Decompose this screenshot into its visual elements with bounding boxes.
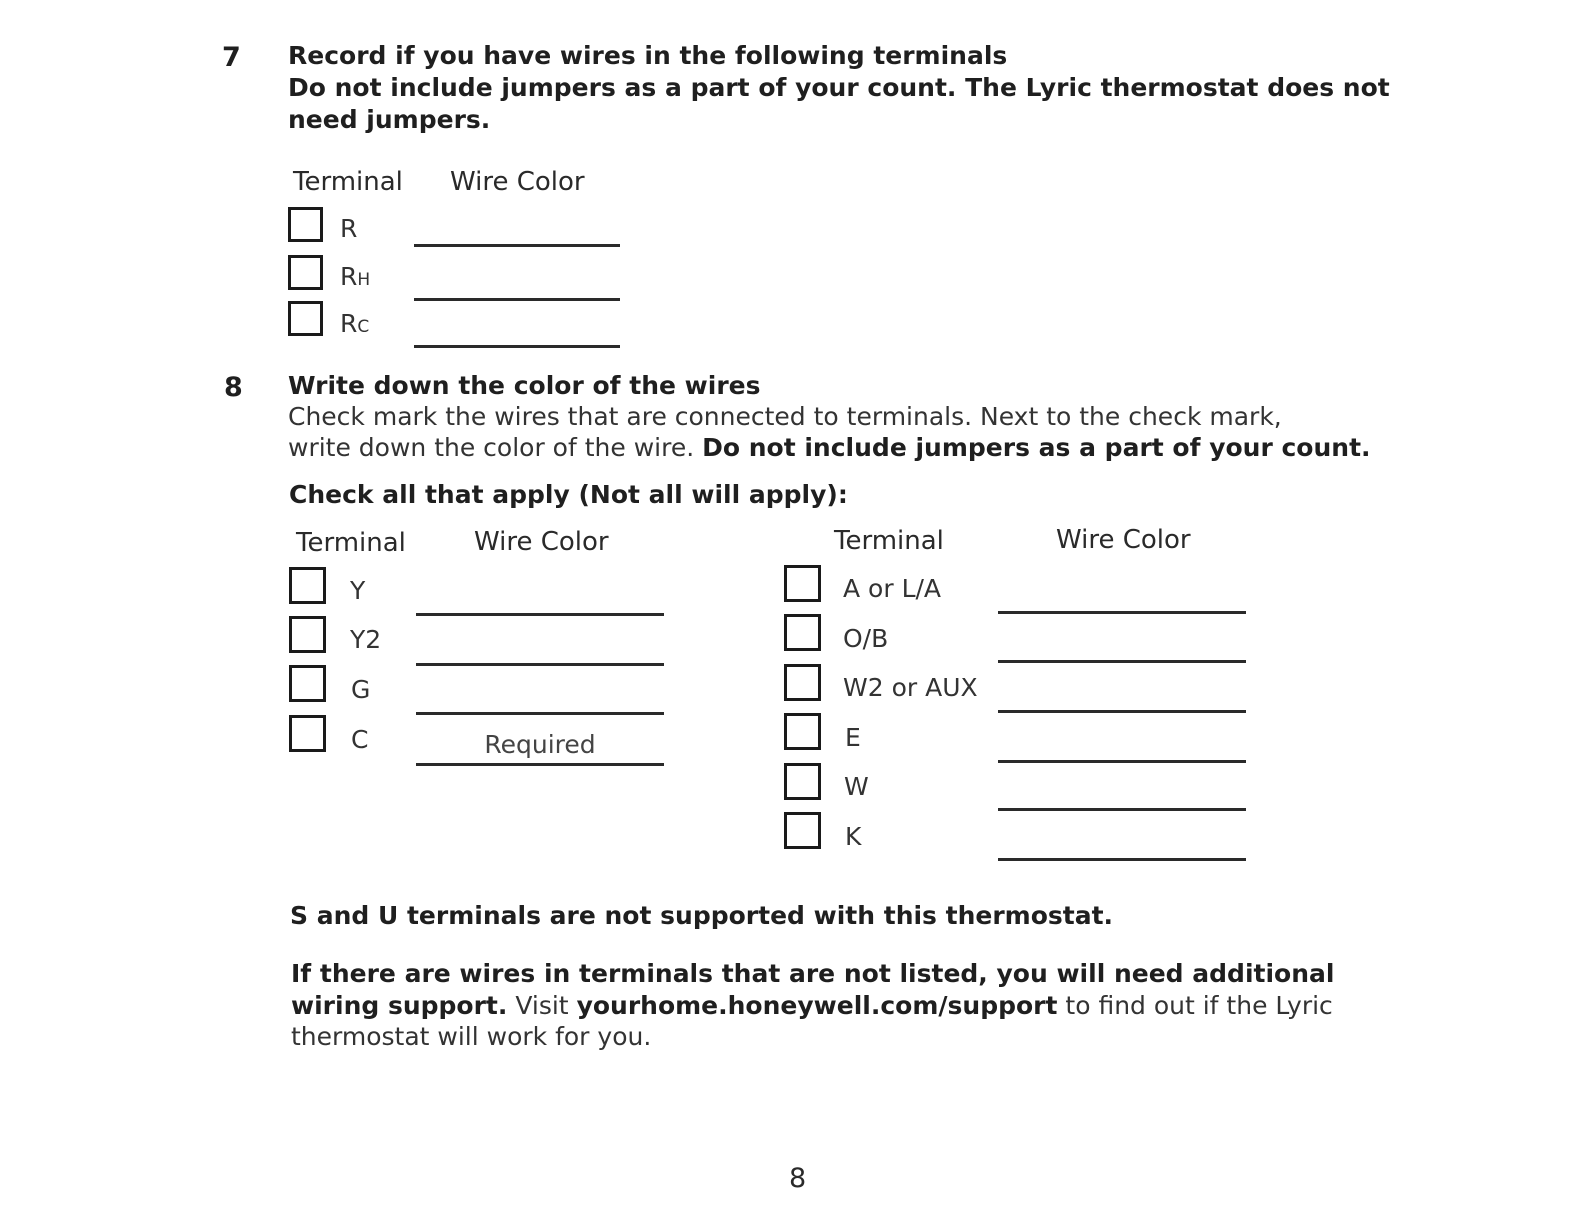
terminal-g-checkbox[interactable] [289, 665, 326, 702]
terminal-ob-wire-color-line[interactable] [998, 660, 1246, 663]
wires-note-line-2: wiring support. Visit yourhome.honeywell.com/support to find out if the Lyric [291, 991, 1333, 1020]
terminal-rh-label: RH [340, 262, 371, 291]
right-col-terminal: Terminal [834, 526, 944, 556]
terminal-a-or-la-checkbox[interactable] [784, 565, 821, 602]
terminal-ob-checkbox[interactable] [784, 614, 821, 651]
check-all-note: Check all that apply (Not all will apply): [289, 480, 848, 509]
terminal-rc-label: RC [340, 309, 370, 338]
step-8-body-line-2: write down the color of the wire. Do not include jumpers as a part of your count. [288, 433, 1371, 462]
terminal-rc-checkbox[interactable] [288, 301, 323, 336]
left-col-wire-color: Wire Color [474, 527, 609, 557]
terminal-k-checkbox[interactable] [784, 812, 821, 849]
wires-note-line-1: If there are wires in terminals that are not listed, you will need additional [291, 959, 1335, 988]
terminal-e-wire-color-line[interactable] [998, 760, 1246, 763]
step-8-number: 8 [224, 372, 243, 403]
right-col-wire-color: Wire Color [1056, 525, 1191, 555]
terminal-rh-wire-color-line[interactable] [414, 298, 620, 301]
terminal-y-label: Y [350, 576, 366, 605]
terminal-y2-wire-color-line[interactable] [416, 663, 664, 666]
page-number: 8 [789, 1163, 807, 1194]
terminal-g-label: G [351, 675, 371, 704]
terminal-a-or-la-wire-color-line[interactable] [998, 611, 1246, 614]
terminal-w-wire-color-line[interactable] [998, 808, 1246, 811]
terminal-w2-or-aux-label: W2 or AUX [843, 673, 978, 702]
step-7-note-line-2: need jumpers. [288, 105, 491, 134]
terminal-ob-label: O/B [843, 624, 889, 653]
step-8-heading: Write down the color of the wires [288, 371, 761, 400]
left-col-terminal: Terminal [296, 528, 406, 558]
terminal-w2-or-aux-wire-color-line[interactable] [998, 710, 1246, 713]
terminal-g-wire-color-line[interactable] [416, 712, 664, 715]
step-7-heading: Record if you have wires in the following terminals [288, 41, 1008, 70]
terminal-e-label: E [845, 723, 861, 752]
terminal-k-label: K [845, 822, 862, 851]
terminal-rh-checkbox[interactable] [288, 255, 323, 290]
step-7-col-terminal: Terminal [293, 167, 403, 197]
terminal-w-label: W [844, 772, 869, 801]
terminal-a-or-la-label: A or L/A [843, 574, 942, 603]
terminal-c-wire-color-line[interactable] [416, 763, 664, 766]
terminal-y2-label: Y2 [350, 625, 382, 654]
terminal-e-checkbox[interactable] [784, 713, 821, 750]
terminal-r-wire-color-line[interactable] [414, 244, 620, 247]
support-link[interactable]: yourhome.honeywell.com/support [576, 991, 1058, 1020]
step-8-body-line-1: Check mark the wires that are connected to terminals. Next to the check mark, [288, 402, 1282, 431]
step-7-note-line-1: Do not include jumpers as a part of your count. The Lyric thermostat does not [288, 73, 1390, 102]
terminal-y2-checkbox[interactable] [289, 616, 326, 653]
required-note: Required [484, 730, 596, 759]
terminal-w-checkbox[interactable] [784, 763, 821, 800]
terminal-r-label: R [340, 214, 358, 243]
terminal-rc-wire-color-line[interactable] [414, 345, 620, 348]
terminal-w2-or-aux-checkbox[interactable] [784, 664, 821, 701]
terminal-k-wire-color-line[interactable] [998, 858, 1246, 861]
terminal-c-checkbox[interactable] [289, 715, 326, 752]
step-7-col-wire-color: Wire Color [450, 167, 585, 197]
terminal-c-label: C [351, 725, 369, 754]
wires-note-line-3: thermostat will work for you. [291, 1022, 652, 1051]
su-terminal-note: S and U terminals are not supported with this thermostat. [290, 901, 1114, 930]
terminal-y-checkbox[interactable] [289, 567, 326, 604]
terminal-y-wire-color-line[interactable] [416, 613, 664, 616]
terminal-r-checkbox[interactable] [288, 207, 323, 242]
step-7-number: 7 [222, 42, 241, 73]
